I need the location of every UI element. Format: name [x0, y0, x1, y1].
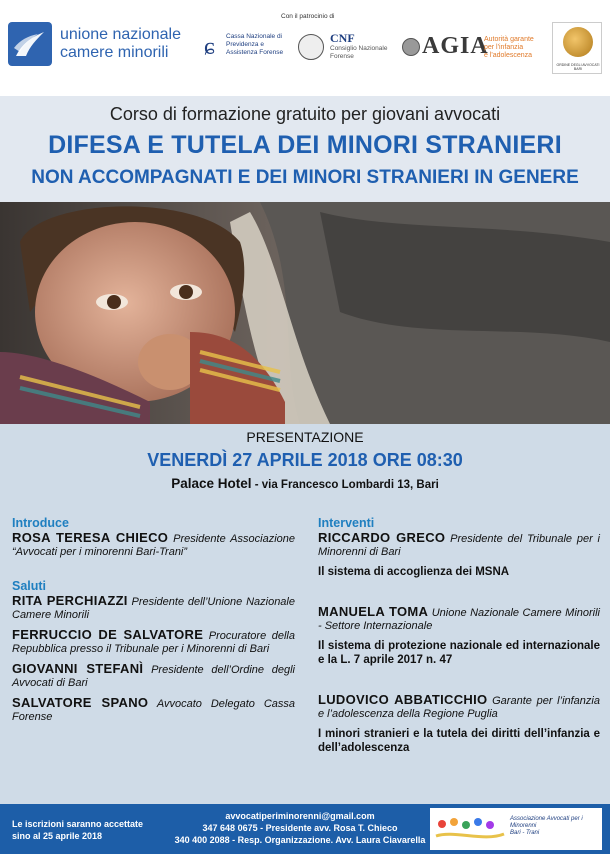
talk-topic: I minori stranieri e la tutela dei diritti dell’infanzia e dell’adolescenza: [318, 728, 600, 754]
speaker-name: MANUELA TOMA: [318, 604, 429, 619]
cnpaf-logo: [204, 30, 294, 64]
header: [0, 0, 610, 96]
interventi-heading: Interventi: [318, 516, 375, 530]
speaker-name: ROSA TERESA CHIECO: [12, 530, 169, 545]
program-right-column: [318, 516, 600, 755]
speaker-role: Presidente dell’Unione Nazionale Camere Minorili: [12, 596, 295, 621]
agia-line2: per l'infanzia: [484, 44, 524, 51]
speaker-entry: [12, 662, 295, 690]
course-subtitle: Corso di formazione gratuito per giovani avvocati: [109, 104, 501, 124]
cnf-line2: Forense: [330, 53, 354, 60]
event-venue: [0, 476, 610, 491]
speaker-role: Presidente Associazione “Avvocati per i minorenni Bari-Trani”: [12, 533, 295, 558]
children-figures-icon: [434, 814, 506, 844]
speaker-entry: [318, 605, 600, 633]
speaker-name: RITA PERCHIAZZI: [12, 593, 128, 608]
presentation-label: PRESENTAZIONE: [246, 429, 364, 445]
talk-topic: Il sistema di accoglienza dei MSNA: [318, 566, 510, 578]
speaker-role: Avvocato Delegato Cassa Forense: [12, 698, 295, 723]
assoc-logo-line2: Bari - Trani: [510, 830, 540, 836]
speaker-entry: [318, 531, 600, 559]
speaker-entry: [12, 628, 295, 656]
assoc-logo-line1: Associazione Avvocati per i Minorenni: [510, 816, 583, 829]
venue-name: Palace Hotel: [171, 476, 252, 491]
unm-org-name: [60, 26, 181, 62]
ordine-avvocati-logo: [552, 22, 602, 74]
cnpaf-line2: Previdenza e: [226, 41, 264, 48]
association-logo: [430, 808, 602, 850]
speaker-entry: [12, 531, 295, 559]
contact-phone-president: 347 648 0675 - Presidente avv. Rosa T. Chieco: [202, 823, 398, 833]
footer: [0, 804, 610, 854]
cnpaf-mark-icon: ɕ: [204, 34, 215, 60]
talk-topic: Il sistema di protezione nazionale ed internazionale e la L. 7 aprile 2017 n. 47: [318, 640, 600, 666]
unm-name-line1: unione nazionale: [60, 26, 181, 43]
contacts: [170, 810, 430, 846]
speaker-entry: [318, 693, 600, 721]
agia-logo: [402, 30, 542, 64]
speaker-entry: [12, 696, 295, 724]
cnpaf-line3: Assistenza Forense: [226, 49, 284, 56]
cnpaf-line1: Cassa Nazionale di: [226, 33, 283, 40]
italian-emblem-icon: [298, 34, 324, 60]
agia-abbr: AGIA: [422, 33, 489, 59]
registration-line1: Le iscrizioni saranno accettate: [12, 819, 144, 829]
registration-line2: sino al 25 aprile 2018: [12, 831, 103, 841]
introduce-heading: Introduce: [12, 516, 69, 530]
speaker-name: LUDOVICO ABBATICCHIO: [318, 692, 488, 707]
contact-phone-organizer: 340 400 2088 - Resp. Organizzazione. Avv. Laura Ciavarella: [174, 835, 426, 845]
cnf-line1: Consiglio Nazionale: [330, 45, 388, 52]
agia-emblem-icon: [402, 38, 420, 56]
unm-name-line2: camere minorili: [60, 44, 169, 61]
speaker-role: Unione Nazionale Camere Minorili - Settore Internazionale: [318, 607, 600, 632]
speaker-name: GIOVANNI STEFANÌ: [12, 661, 144, 676]
saluti-heading: Saluti: [12, 579, 47, 593]
speaker-role: Presidente dell’Ordine degli Avvocati di Bari: [12, 664, 295, 689]
title-line2: NON ACCOMPAGNATI E DEI MINORI STRANIERI IN GENERE: [31, 167, 579, 188]
cnf-logo: [298, 30, 398, 64]
agia-line1: Autorità garante: [484, 36, 534, 43]
event-date-time: VENERDÌ 27 APRILE 2018 ORE 08:30: [147, 450, 463, 470]
program-left-column: [12, 516, 295, 724]
ordine-medal-icon: [563, 27, 593, 57]
unm-hands-logo-icon: [8, 22, 52, 66]
patronage-label: Con il patrocinio di: [281, 13, 335, 20]
speaker-role: Procuratore della Repubblica presso il Tribunale per i Minorenni di Bari: [12, 630, 295, 655]
ordine-caption: ORDINE DEGLI AVVOCATI BARI: [556, 63, 600, 71]
speaker-role: Presidente del Tribunale per i Minorenni di Bari: [318, 533, 600, 558]
child-photo: [0, 202, 610, 424]
title-line1: DIFESA E TUTELA DEI MINORI STRANIERI: [48, 131, 562, 159]
speaker-name: SALVATORE SPANO: [12, 695, 149, 710]
registration-note: [12, 818, 143, 842]
venue-address: - via Francesco Lombardi 13, Bari: [251, 479, 439, 491]
speaker-name: RICCARDO GRECO: [318, 530, 446, 545]
speaker-role: Garante per l’infanzia e l’adolescenza della Regione Puglia: [318, 695, 600, 720]
speaker-entry: [12, 594, 295, 622]
speaker-name: FERRUCCIO DE SALVATORE: [12, 627, 204, 642]
cnf-abbr: CNF: [330, 31, 355, 45]
contact-email[interactable]: avvocatiperiminorenni@gmail.com: [225, 811, 375, 821]
agia-line3: e l'adolescenza: [484, 52, 533, 59]
